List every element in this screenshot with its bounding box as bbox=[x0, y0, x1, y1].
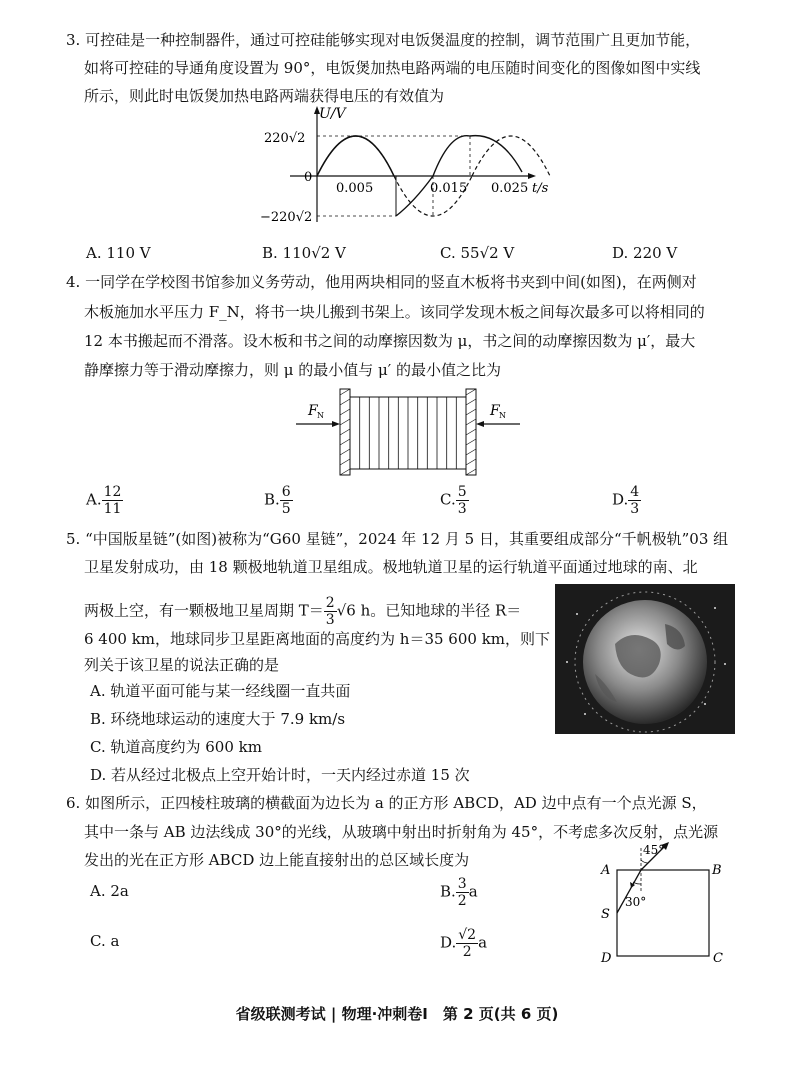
q4-force-left-label: F bbox=[308, 403, 318, 419]
q6-option-c[interactable]: C. a bbox=[90, 932, 120, 950]
q5-line3 bbox=[84, 595, 521, 628]
q6-option-b-suffix: a bbox=[468, 882, 478, 901]
q4-force-right-label: F bbox=[490, 403, 500, 419]
q6-label-b: B bbox=[712, 863, 722, 878]
q4-option-b-den: 5 bbox=[281, 501, 291, 517]
q6-label-d: D bbox=[601, 951, 612, 966]
earth-globe-icon bbox=[555, 584, 735, 734]
q5-option-b[interactable]: B. 环绕地球运动的速度大于 7.9 km/s bbox=[90, 710, 346, 728]
q5-option-d[interactable]: D. 若从经过北极点上空开始计时，一天内经过赤道 15 次 bbox=[90, 766, 470, 784]
q6-option-d-prefix: D. bbox=[440, 933, 457, 952]
q4-line2: 木板施加水平压力 F_N，将书一块儿搬到书架上。该同学发现木板之间每次最多可以将相同的 bbox=[84, 303, 705, 321]
q4-option-c[interactable] bbox=[440, 484, 469, 517]
q6-option-a[interactable]: A. 2a bbox=[90, 882, 129, 900]
q3-voltage-graph bbox=[260, 102, 560, 228]
q4-option-c-den: 3 bbox=[457, 501, 467, 517]
q6-label-a: A bbox=[601, 863, 611, 878]
q6-option-b-prefix: B. bbox=[440, 882, 456, 901]
q6-label-c: C bbox=[713, 951, 723, 966]
q6-option-b[interactable] bbox=[440, 876, 478, 909]
q3-option-c[interactable]: C. 55√2 V bbox=[440, 244, 515, 262]
q4-option-a-num: 12 bbox=[103, 484, 122, 500]
q6-line1: 6. 如图所示，正四棱柱玻璃的横截面为边长为 a 的正方形 ABCD，AD 边中点有一个点光源 S， bbox=[66, 794, 707, 812]
q4-option-a-den: 11 bbox=[103, 501, 122, 517]
q4-option-b-num: 6 bbox=[281, 484, 291, 500]
q6-option-d-den: 2 bbox=[462, 944, 472, 960]
q3-option-a[interactable]: A. 110 V bbox=[86, 244, 151, 262]
q4-option-b[interactable] bbox=[264, 484, 293, 517]
q6-option-d-suffix: a bbox=[478, 933, 488, 952]
q4-force-right-sub: N bbox=[499, 411, 506, 420]
q3-line2: 如将可控硅的导通角度设置为 90°，电饭煲加热电路两端的电压随时间变化的图像如图中实线 bbox=[84, 59, 701, 77]
q4-books-figure bbox=[290, 385, 520, 477]
q4-option-d-den: 3 bbox=[630, 501, 640, 517]
q6-option-d[interactable] bbox=[440, 927, 487, 960]
q5-line4: 6 400 km，地球同步卫星距离地面的高度约为 h＝35 600 km，则下 bbox=[84, 630, 551, 648]
q3-y-zero-label: 0 bbox=[304, 170, 313, 185]
q5-line2: 卫星发射成功，由 18 颗极地轨道卫星组成。极地轨道卫星的运行轨道平面通过地球的南、北 bbox=[84, 558, 698, 576]
q4-option-d-prefix: D. bbox=[612, 490, 629, 509]
q4-line1: 4. 一同学在学校图书馆参加义务劳动，他用两块相同的竖直木板将书夹到中间(如图)，在两侧对 bbox=[66, 273, 697, 291]
q6-square-figure bbox=[595, 838, 730, 968]
q3-line1: 3. 可控硅是一种控制器件，通过可控硅能够实现对电饭煲温度的控制，调节范围广且更加节能， bbox=[66, 31, 701, 49]
q5-line3-part1: 两极上空，有一颗极地卫星周期 T＝ bbox=[84, 601, 324, 620]
q5-option-a[interactable]: A. 轨道平面可能与某一经线圈一直共面 bbox=[90, 682, 351, 700]
q4-option-b-prefix: B. bbox=[264, 490, 280, 509]
q3-x-tick-1: 0.005 bbox=[336, 181, 374, 196]
q6-angle-30: 30° bbox=[625, 895, 647, 909]
q3-y-axis-label: U/V bbox=[319, 106, 346, 122]
q3-option-b[interactable]: B. 110√2 V bbox=[262, 244, 346, 262]
q6-line3: 发出的光在正方形 ABCD 边上能直接射出的总区域长度为 bbox=[84, 851, 470, 869]
q5-option-c[interactable]: C. 轨道高度约为 600 km bbox=[90, 738, 262, 756]
q4-line4: 静摩擦力等于滑动摩擦力，则 μ 的最小值与 μ′ 的最小值之比为 bbox=[84, 361, 501, 379]
q4-option-c-num: 5 bbox=[457, 484, 467, 500]
page-footer: 省级联测考试 | 物理·冲刺卷Ⅰ 第 2 页(共 6 页) bbox=[235, 1005, 559, 1023]
q6-line2: 其中一条与 AB 边法线成 30°的光线，从玻璃中射出时折射角为 45°，不考虑多次反射，点光源 bbox=[84, 823, 719, 841]
q5-line3-part2: √6 h。已知地球的半径 R＝ bbox=[336, 601, 522, 620]
q6-option-b-num: 3 bbox=[457, 876, 467, 892]
q3-y-top-label: 220√2 bbox=[264, 131, 306, 146]
q6-option-b-den: 2 bbox=[457, 893, 467, 909]
q3-y-bottom-label: −220√2 bbox=[260, 210, 313, 225]
q6-label-s: S bbox=[601, 907, 610, 922]
q3-x-axis-label: t/s bbox=[532, 181, 549, 196]
q4-option-c-prefix: C. bbox=[440, 490, 456, 509]
q3-x-tick-2: 0.015 bbox=[430, 181, 468, 196]
q5-line1: 5. “中国版星链”(如图)被称为“G60 星链”，2024 年 12 月 5 日，其重要组成部分“千帆极轨”03 组 bbox=[66, 530, 729, 548]
q6-option-d-num: √2 bbox=[458, 927, 477, 943]
q5-period-den: 3 bbox=[325, 612, 335, 628]
q3-option-d[interactable]: D. 220 V bbox=[612, 244, 678, 262]
q5-period-num: 2 bbox=[325, 595, 335, 611]
q4-option-d[interactable] bbox=[612, 484, 641, 517]
q3-line3: 所示，则此时电饭煲加热电路两端获得电压的有效值为 bbox=[84, 87, 445, 105]
q5-line5: 列关于该卫星的说法正确的是 bbox=[84, 656, 280, 674]
q4-option-d-num: 4 bbox=[630, 484, 640, 500]
q4-option-a[interactable] bbox=[86, 484, 123, 517]
q6-angle-45: 45° bbox=[643, 843, 665, 857]
q4-force-left-sub: N bbox=[317, 411, 324, 420]
q3-x-tick-3: 0.025 bbox=[491, 181, 529, 196]
earth-satellite-image bbox=[555, 584, 735, 734]
q4-line3: 12 本书搬起而不滑落。设木板和书之间的动摩擦因数为 μ，书之间的动摩擦因数为 μ′，最大 bbox=[84, 332, 696, 350]
q4-option-a-prefix: A. bbox=[86, 490, 102, 509]
